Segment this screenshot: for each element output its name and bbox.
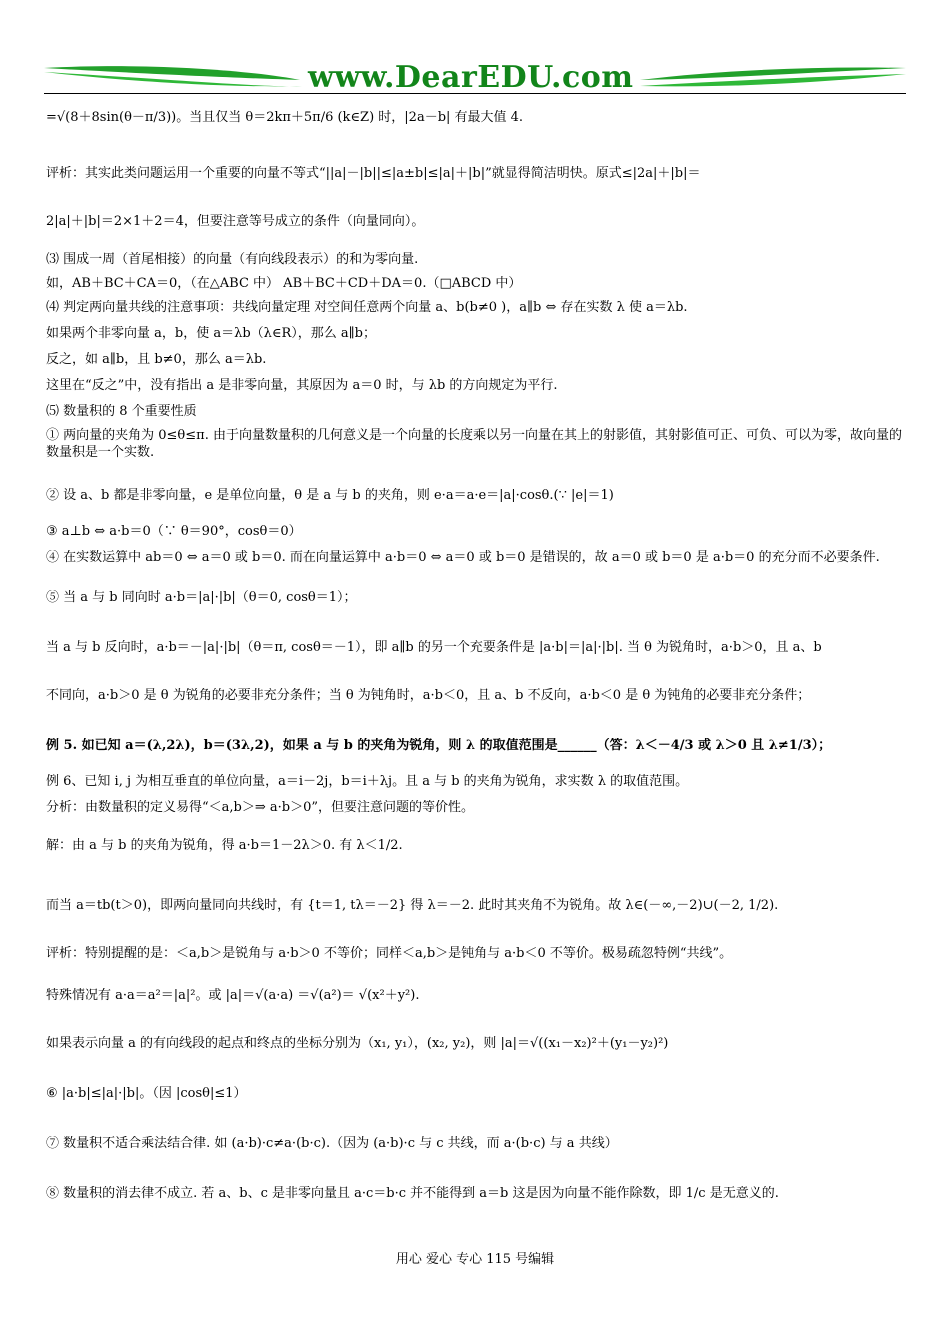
text-line: ⑥ |a·b|≤|a|·|b|。（因 |cosθ|≤1） (46, 1086, 247, 1101)
site-logo[interactable]: www.DearEDU.com (308, 60, 634, 95)
text-line: ④ 在实数运算中 ab＝0 ⇔ a＝0 或 b＝0. 而在向量运算中 a·b＝0 ⇔ a＝0 或 b＝0 是错误的，故 a＝0 或 b＝0 是 a·b＝0 的充分而不必要条件. (46, 550, 880, 565)
text-line: 例 6、已知 i, j 为相互垂直的单位向量，a＝i－2j，b＝i＋λj。且 a 与 b 的夹角为锐角，求实数 λ 的取值范围。 (46, 774, 689, 789)
text-line: 2|a|＋|b|＝2×1＋2＝4，但要注意等号成立的条件（向量同向）。 (46, 214, 425, 229)
text-line: =√(8＋8sin(θ－π/3))。当且仅当 θ＝2kπ＋5π/6 (k∈Z) 时，|2a－b| 有最大值 4. (46, 110, 524, 125)
page-footer: 用心 爱心 专心 115 号编辑 (395, 1252, 555, 1267)
text-line: ⑧ 数量积的消去律不成立. 若 a、b、c 是非零向量且 a·c＝b·c 并不能得到 a＝b 这是因为向量不能作除数，即 1/c 是无意义的. (46, 1186, 779, 1201)
text-line: ③ a⊥b ⇔ a·b＝0（∵ θ＝90°，cosθ＝0） (46, 524, 302, 539)
text-line: 解：由 a 与 b 的夹角为锐角，得 a·b＝1－2λ＞0. 有 λ＜1/2. (46, 838, 403, 853)
text-line: 评析：其实此类问题运用一个重要的向量不等式“||a|－|b||≤|a±b|≤|a|＋|b|”就显得简洁明快。原式≤|2a|＋|b|＝ (46, 166, 701, 181)
text-line: 特殊情况有 a·a＝a²＝|a|²。或 |a|＝√(a·a) ＝√(a²)＝ √(x²＋y²). (46, 988, 420, 1003)
text-line: 如，AB＋BC＋CA＝0，（在△ABC 中） AB＋BC＋CD＋DA＝0.（□ABCD 中） (46, 276, 522, 291)
text-line: 这里在“反之”中，没有指出 a 是非零向量，其原因为 a＝0 时，与 λb 的方向规定为平行. (46, 378, 558, 393)
text-line: 如果两个非零向量 a，b，使 a＝λb（λ∈R），那么 a∥b； (46, 326, 377, 341)
text-line: ② 设 a、b 都是非零向量，e 是单位向量，θ 是 a 与 b 的夹角，则 e·a＝a·e＝|a|·cosθ.(∵ |e|＝1) (46, 488, 614, 503)
text-line: 而当 a＝tb(t＞0)，即两向量同向共线时，有 {t＝1, tλ＝－2} 得 λ＝－2. 此时其夹角不为锐角。故 λ∈(－∞,－2)∪(－2, 1/2). (46, 898, 779, 913)
text-line: 当 a 与 b 反向时，a·b＝－|a|·|b|（θ＝π, cosθ＝－1），即 a∥b 的另一个充要条件是 |a·b|＝|a|·|b|. 当 θ 为锐角时，a·b＞0，且 a、b (46, 640, 822, 655)
text-line: 如果表示向量 a 的有向线段的起点和终点的坐标分别为（x₁, y₁），(x₂, y₂)，则 |a|＝√((x₁－x₂)²＋(y₁－y₂)²) (46, 1036, 669, 1051)
text-line: ⑤ 当 a 与 b 同向时 a·b＝|a|·|b|（θ＝0, cosθ＝1）； (46, 590, 357, 605)
text-line: 例 5. 如已知 a＝(λ,2λ)，b＝(3λ,2)，如果 a 与 b 的夹角为锐角，则 λ 的取值范围是______（答：λ＜－4/3 或 λ＞0 且 λ≠1/3）； (46, 738, 832, 753)
text-line: 反之，如 a∥b，且 b≠0，那么 a＝λb. (46, 352, 267, 367)
text-line: ⑸ 数量积的 8 个重要性质 (46, 404, 197, 419)
text-line: ⑷ 判定两向量共线的注意事项：共线向量定理 对空间任意两个向量 a、b(b≠0 )，a∥b ⇔ 存在实数 λ 使 a＝λb. (46, 300, 688, 315)
text-line: 评析：特别提醒的是：＜a,b＞是锐角与 a·b＞0 不等价；同样＜a,b＞是钝角与 a·b＜0 不等价。极易疏忽特例“共线”。 (46, 946, 733, 961)
text-line: 不同向，a·b＞0 是 θ 为锐角的必要非充分条件；当 θ 为钝角时，a·b＜0，且 a、b 不反向，a·b＜0 是 θ 为钝角的必要非充分条件； (46, 688, 811, 703)
text-line: ① 两向量的夹角为 0≤θ≤π. 由于向量数量积的几何意义是一个向量的长度乘以另一向量在其上的射影值，其射影值可正、可负、可以为零，故向量的数量积是一个实数. (46, 428, 902, 460)
text-line: ⑦ 数量积不适合乘法结合律. 如 (a·b)·c≠a·(b·c).（因为 (a·b)·c 与 c 共线，而 a·(b·c) 与 a 共线） (46, 1136, 618, 1151)
text-line: ⑶ 围成一周（首尾相接）的向量（有向线段表示）的和为零向量. (46, 252, 419, 267)
text-line: 分析：由数量积的定义易得“＜a,b＞⇒ a·b＞0”，但要注意问题的等价性。 (46, 800, 474, 815)
header-divider (44, 93, 906, 94)
